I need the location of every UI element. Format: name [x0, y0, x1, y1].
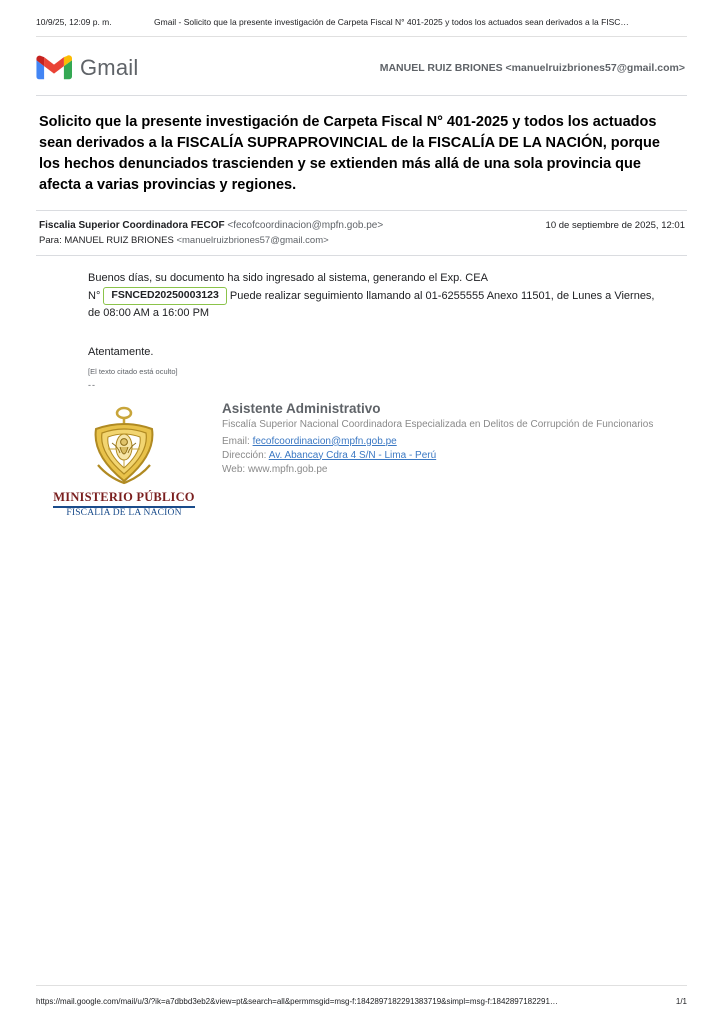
email-body-text-1: Buenos días, su documento ha sido ingresado al sistema, generando el Exp. CEA — [88, 272, 488, 285]
email-from-name: Fiscalia Superior Coordinadora FECOF — [39, 220, 225, 232]
email-signature — [36, 393, 687, 518]
peru-coat-of-arms-icon — [78, 403, 170, 489]
email-subject: Solicito que la presente investigación de Carpeta Fiscal N° 401-2025 y todos los actuados sean derivados a la FISCALÍA SUPRAPROVINCIAL de la FISCALÍA DE LA NACIÓN, porque los hechos denunciados trascienden y se extienden más allá de una sola provincia que afecta a varias provincias y regiones. — [39, 114, 660, 194]
print-header-date: 10/9/25, 12:09 p. m. — [36, 17, 112, 27]
signature-email-row — [222, 436, 687, 447]
print-footer-page: 1/1 — [675, 997, 687, 1006]
signature-address-row — [222, 450, 687, 461]
email-body — [36, 256, 687, 393]
signature-details — [204, 399, 687, 518]
gmail-logo — [36, 54, 138, 81]
email-meta-row-from — [39, 219, 685, 234]
print-footer-url: https://mail.google.com/mail/u/3/?ik=a7dbbd3eb2&view=pt&search=all&permmsgid=msg-f:1842897182291383719&simpl=msg-f:1842897182291… — [36, 997, 558, 1006]
email-meta — [36, 211, 687, 247]
email-body-n-label: N° — [88, 290, 101, 303]
fiscalia-nacion-label: FISCALÍA DE LA NACIÓN — [66, 508, 182, 519]
email-to-label: Para: — [39, 234, 62, 246]
signature-web-value[interactable]: www.mpfn.gob.pe — [247, 463, 328, 475]
quoted-text-note[interactable]: [El texto citado está oculto] — [88, 366, 178, 376]
print-footer — [36, 997, 687, 1006]
signature-title: Asistente Administrativo — [222, 401, 381, 417]
signature-web-row — [222, 464, 687, 475]
signature-email-value[interactable]: fecofcoordinacion@mpfn.gob.pe — [252, 435, 397, 447]
account-identity: MANUEL RUIZ BRIONES <manuelruizbriones57@gmail.com> — [379, 61, 685, 74]
print-header — [36, 0, 687, 27]
signature-separator: -- — [88, 380, 96, 391]
email-body-text-2: Puede realizar seguimiento llamando al 01-6255555 Anexo 11501, de Lunes a Viernes, de 08:00 AM a 16:00 PM — [88, 290, 655, 320]
email-to-address: <manuelruizbriones57@gmail.com> — [176, 234, 329, 246]
email-regards: Atentamente. — [88, 346, 154, 359]
expediente-chip: FSNCED20250003123 — [103, 287, 226, 305]
email-from — [39, 219, 546, 234]
email-from-address: <fecofcoordinacion@mpfn.gob.pe> — [227, 220, 384, 232]
footer-divider — [36, 985, 687, 986]
email-body-paragraph — [88, 270, 657, 322]
gmail-m-icon — [36, 54, 72, 81]
email-date: 10 de septiembre de 2025, 12:01 — [545, 220, 685, 232]
email-to — [39, 234, 685, 248]
signature-email-label: Email: — [222, 435, 250, 447]
signature-address-label: Dirección: — [222, 449, 267, 461]
signature-organization: Fiscalía Superior Nacional Coordinadora Especializada en Delitos de Corrupción de Funcionarios — [222, 419, 654, 431]
gmail-header-bar — [36, 37, 687, 95]
signature-address-value[interactable]: Av. Abancay Cdra 4 S/N - Lima - Perú — [268, 449, 437, 461]
signature-web-label: Web: — [222, 463, 246, 475]
gmail-wordmark: Gmail — [80, 54, 139, 80]
email-to-name: MANUEL RUIZ BRIONES — [64, 234, 174, 246]
print-header-title: Gmail - Solicito que la presente investigación de Carpeta Fiscal N° 401-2025 y todos los actuados sean derivados a la FISC… — [154, 17, 629, 27]
signature-logo-block — [44, 399, 204, 518]
ministerio-publico-label: MINISTERIO PÚBLICO — [53, 490, 195, 505]
